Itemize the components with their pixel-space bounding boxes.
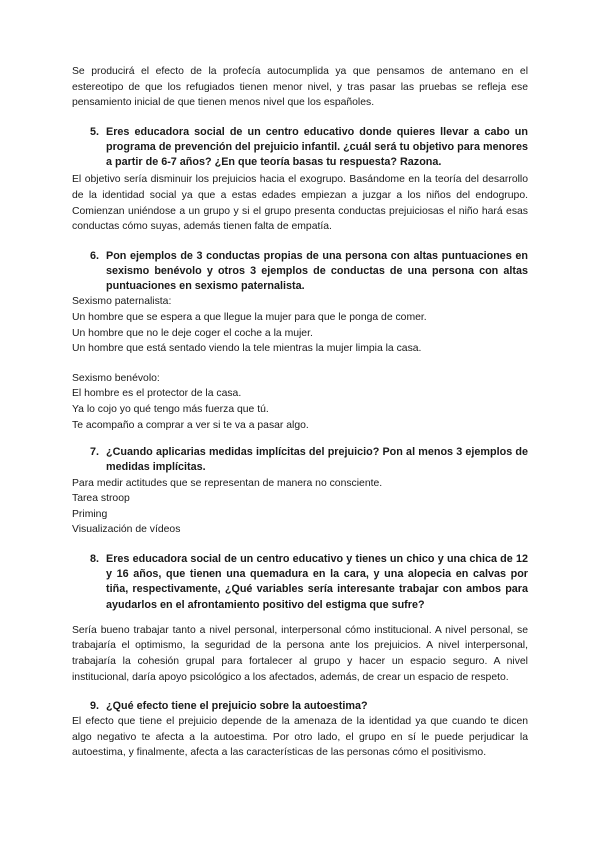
list-item: Priming [72,508,108,520]
answer-8: Sería bueno trabajar tanto a nivel personal, interpersonal cómo institucional. A nivel personal, se trabajaría el optimismo, la seguridad de la persona ante los prejuicios. A nivel interpersonal, trabajaría la cohesión grupal para fortalecer al grupo y hacer un espacio seguro. A nivel institucional, daría apoyo psicológico a los afectados, además, de crear un espacio de respeto. [72,624,528,683]
list-item: El hombre es el protector de la casa. [72,388,242,400]
question-number: 5. [90,125,100,138]
group-title-benevolo: Sexismo benévolo: [72,372,160,384]
question-number: 6. [90,249,100,262]
question-text: Eres educadora social de un centro educativo donde quieres llevar a cabo un programa de prevención del prejuicio infantil. ¿cuál será tu objetivo para menores a partir de 6-7 años? ¿En que teoría basas tu respuesta? Razona. [106,125,528,169]
question-text: ¿Cuando aplicarias medidas implícitas del prejuicio? Pon al menos 3 ejemplos de medidas implícitas. [106,446,528,474]
list-item: Ya lo cojo yo qué tengo más fuerza que tú. [72,403,269,415]
list-item: Para medir actitudes que se representan de manera no consciente. [72,477,383,489]
question-number: 8. [90,552,100,565]
question-text: Pon ejemplos de 3 conductas propias de una persona con altas puntuaciones en sexismo benévolo y otros 3 ejemplos de conductas de una persona con altas puntuaciones en sexismo paternalista. [106,249,528,293]
question-7 [72,445,528,475]
group-title-paternalista: Sexismo paternalista: [72,296,172,308]
question-number: 7. [90,446,100,459]
question-text: ¿Qué efecto tiene el prejuicio sobre la autoestima? [106,700,368,713]
answer-9: El efecto que tiene el prejuicio depende de la amenaza de la identidad ya que cuando te dicen algo negativo te afecta a la autoestima. Por otro lado, el grupo en sí le puede perjudicar la autoestima, y finalmente, afecta a las características de las personas cómo el positivismo. [72,716,528,759]
list-item: Un hombre que no le deje coger el coche a la mujer. [72,327,313,339]
intro-paragraph: Se producirá el efecto de la profecía autocumplida ya que pensamos de antemano en el estereotipo de que los refugiados tienen menor nivel, y tras pasar las pruebas se refleja ese pensamiento inicial de que tienen menos nivel que los españoles. [72,66,528,109]
list-item: Un hombre que está sentado viendo la tele mientras la mujer limpia la casa. [72,343,422,355]
list-item: Te acompaño a comprar a ver si te va a pasar algo. [72,419,309,431]
document-page [72,64,528,761]
list-item: Tarea stroop [72,493,130,505]
question-6 [72,249,528,295]
question-8 [72,552,528,613]
question-9 [72,699,528,714]
question-number: 9. [90,700,100,713]
answer-5: El objetivo sería disminuir los prejuicios hacia el exogrupo. Basándome en la teoría del desarrollo de la identidad social ya que a estas edades empiezan a juzgar a los niños del endogrupo. Comienzan uniéndose a un grupo y si el grupo presenta conductas prejuiciosas el niño hará esas conductas cómo suyas, además tienen falta de empatía. [72,174,528,233]
question-5 [72,125,528,171]
question-text: Eres educadora social de un centro educativo y tienes un chico y una chica de 12 y 16 años, que tienen una quemadura en la cara, y una alopecia en calvas por tiña, respectivamente, ¿Qué variables sería interesante trabajar con ambos para ayudarlos en el afrontamiento positivo del estigma que sufre? [106,552,528,611]
list-item: Un hombre que se espera a que llegue la mujer para que le ponga de comer. [72,311,427,323]
list-item: Visualización de vídeos [72,524,181,536]
